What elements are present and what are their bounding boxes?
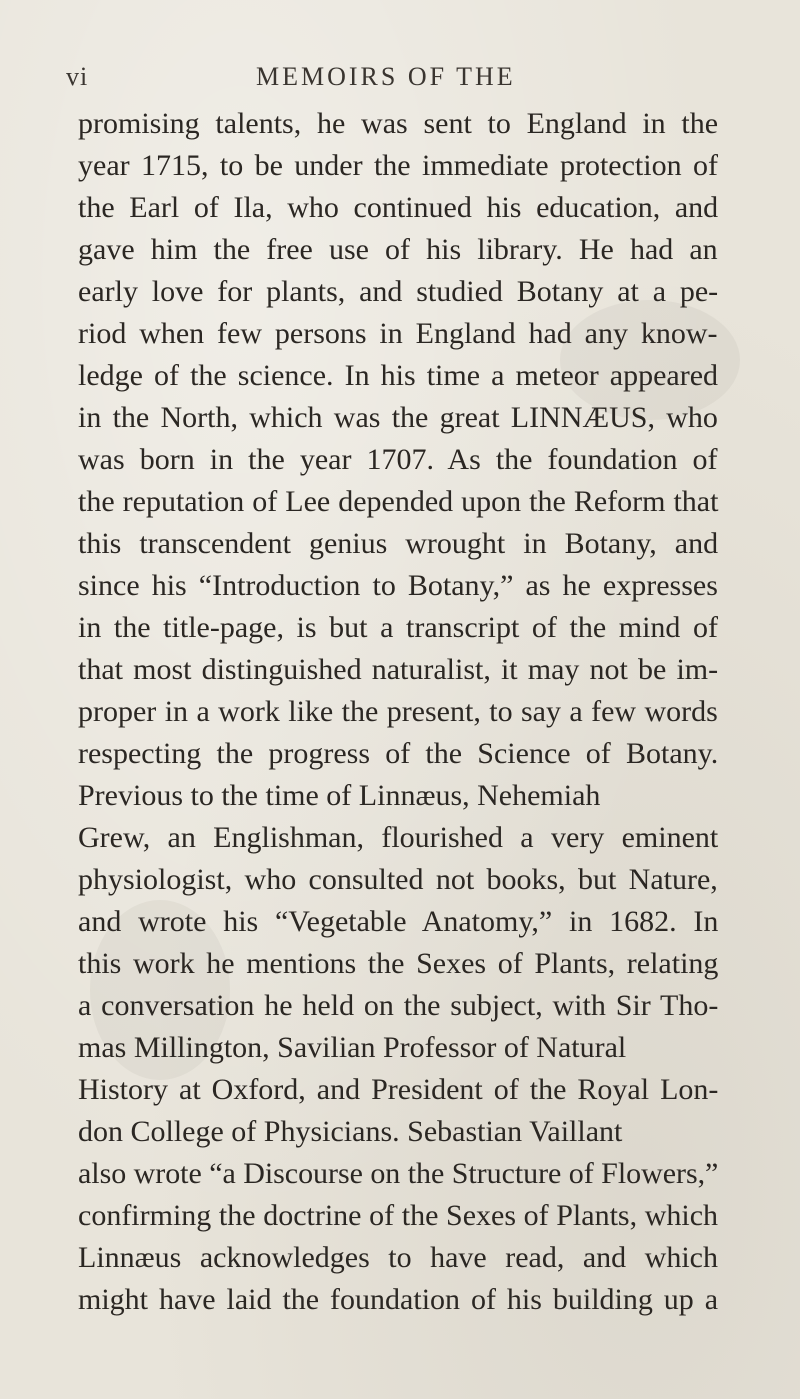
text-line: early love for plants, and studied Botany at a pe- xyxy=(78,275,719,308)
text-line: Linnæus acknowledges to have read, and which xyxy=(78,1241,718,1274)
text-line: also wrote “a Discourse on the Structure of Flowers,” xyxy=(78,1157,719,1190)
text-line: in the North, which was the great LINNÆUS, who xyxy=(78,401,718,434)
text-line: the reputation of Lee depended upon the Reform that xyxy=(78,485,719,518)
text-line: this work he mentions the Sexes of Plants, relating xyxy=(78,947,719,980)
text-line: don College of Physicians. Sebastian Vaillant xyxy=(78,1115,623,1148)
text-line: History at Oxford, and President of the Royal Lon- xyxy=(78,1073,719,1106)
text-line: respecting the progress of the Science of Botany. xyxy=(78,737,719,770)
text-line: ledge of the science. In his time a meteor appeared xyxy=(78,359,719,392)
text-line: might have laid the foundation of his building up a xyxy=(78,1283,719,1316)
text-line: since his “Introduction to Botany,” as he expresses xyxy=(78,569,718,602)
text-line: this transcendent genius wrought in Botany, and xyxy=(78,527,719,560)
text-line: Previous to the time of Linnæus, Nehemiah xyxy=(78,779,601,812)
text-line: confirming the doctrine of the Sexes of Plants, which xyxy=(78,1199,719,1232)
page-header xyxy=(0,62,800,102)
text-line: proper in a work like the present, to say a few words xyxy=(78,695,718,728)
text-line: a conversation he held on the subject, with Sir Tho- xyxy=(78,989,719,1022)
text-line: that most distinguished naturalist, it may not be im- xyxy=(78,653,719,686)
text-line: physiologist, who consulted not books, but Nature, xyxy=(78,863,718,896)
text-line: was born in the year 1707. As the foundation of xyxy=(78,443,718,476)
text-line: the Earl of Ila, who continued his education, and xyxy=(78,191,719,224)
text-line: riod when few persons in England had any know- xyxy=(78,317,718,350)
running-head: MEMOIRS OF THE xyxy=(256,62,516,91)
text-line: promising talents, he was sent to England in the xyxy=(78,107,719,140)
page-number: vi xyxy=(66,62,89,91)
text-line: gave him the free use of his library. He had an xyxy=(78,233,718,266)
text-line: and wrote his “Vegetable Anatomy,” in 1682. In xyxy=(78,905,719,938)
text-line: year 1715, to be under the immediate protection of xyxy=(78,149,718,182)
text-line: Grew, an Englishman, flourished a very eminent xyxy=(78,821,719,854)
text-line: mas Millington, Savilian Professor of Natural xyxy=(78,1031,627,1064)
text-line: in the title-page, is but a transcript of the mind of xyxy=(78,611,719,644)
